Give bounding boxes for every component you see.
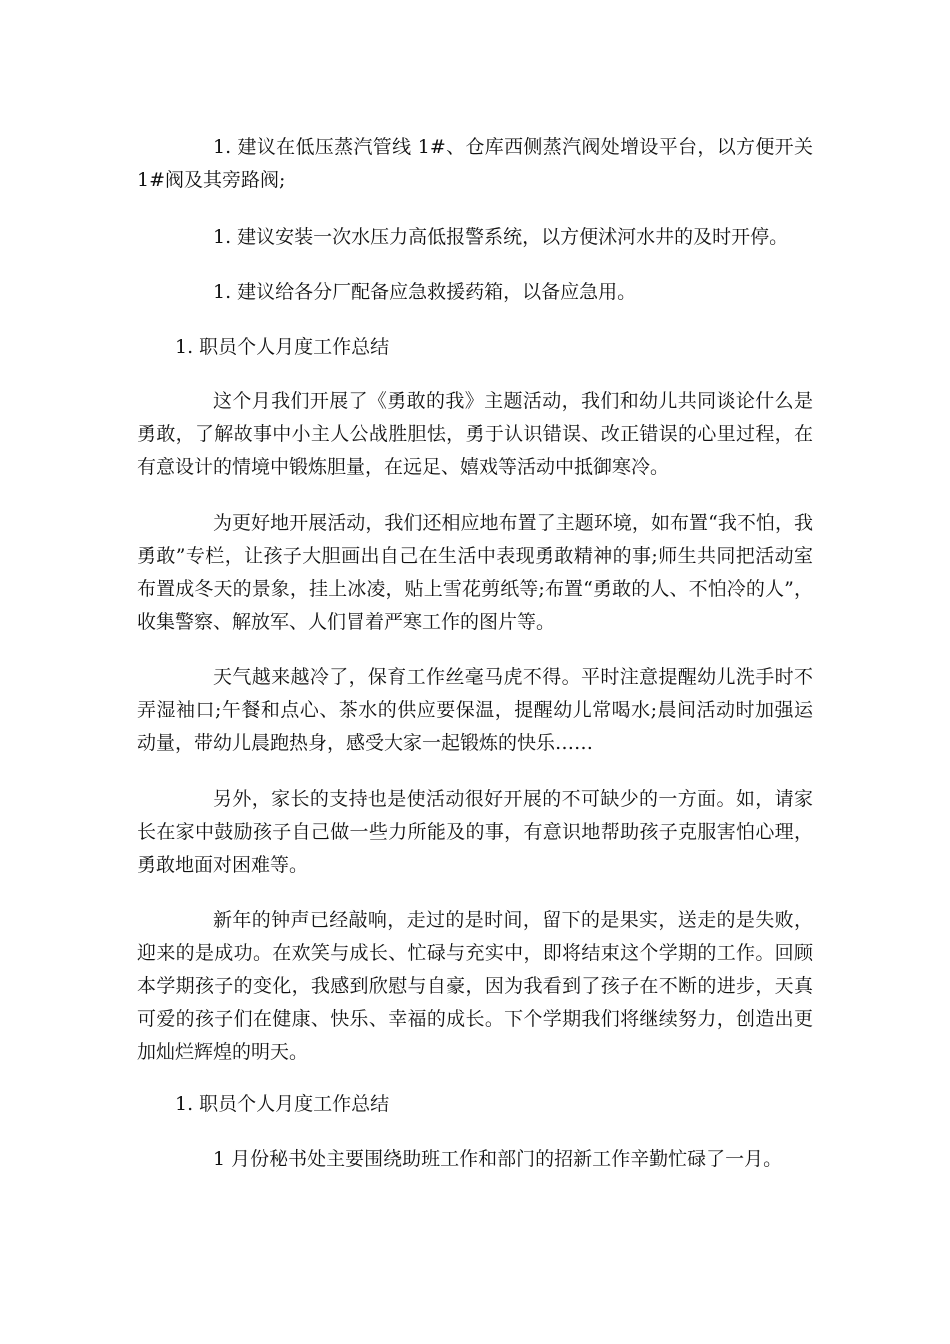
section-heading-2: 1. 职员个人月度工作总结 xyxy=(175,1093,390,1115)
body-paragraph-care: 天气越来越冷了，保育工作丝毫马虎不得。平时注意提醒幼儿洗手时不弄湿袖口;午餐和点心、茶水的供应要保温，提醒幼儿常喝水;晨间活动时加强运动量，带幼儿晨跑热身，感受大家一起锻炼的快乐…… xyxy=(137,666,813,754)
body-paragraph-activity: 这个月我们开展了《勇敢的我》主题活动，我们和幼儿共同谈论什么是勇敢，了解故事中小主人公战胜胆怯，勇于认识错误、改正错误的心里过程，在有意设计的情境中锻炼胆量，在远足、嬉戏等活动中抵御寒冷。 xyxy=(137,390,813,478)
body-paragraph-secretariat: 1 月份秘书处主要围绕助班工作和部门的招新工作辛勤忙碌了一月。 xyxy=(213,1148,783,1170)
suggestion-paragraph-1: 1. 建议在低压蒸汽管线 1#、仓库西侧蒸汽阀处增设平台，以方便开关 1#阀及其旁路阀; xyxy=(137,136,813,191)
section-heading-1: 1. 职员个人月度工作总结 xyxy=(175,336,390,358)
suggestion-paragraph-2: 1. 建议安装一次水压力高低报警系统，以方便沭河水井的及时开停。 xyxy=(213,226,789,248)
body-paragraph-environment: 为更好地开展活动，我们还相应地布置了主题环境，如布置“我不怕，我勇敢”专栏，让孩子大胆画出自己在生活中表现勇敢精神的事;师生共同把活动室布置成冬天的景象，挂上冰凌，贴上雪花剪纸等;布置“勇敢的人、不怕冷的人”，收集警察、解放军、人们冒着严寒工作的图片等。 xyxy=(137,512,813,633)
body-paragraph-parents: 另外，家长的支持也是使活动很好开展的不可缺少的一方面。如，请家长在家中鼓励孩子自己做一些力所能及的事，有意识地帮助孩子克服害怕心理，勇敢地面对困难等。 xyxy=(137,788,813,876)
suggestion-paragraph-3: 1. 建议给各分厂配备应急救援药箱，以备应急用。 xyxy=(213,281,637,303)
body-paragraph-new-year: 新年的钟声已经敲响，走过的是时间，留下的是果实，送走的是失败，迎来的是成功。在欢笑与成长、忙碌与充实中，即将结束这个学期的工作。回顾本学期孩子的变化，我感到欣慰与自豪，因为我看到了孩子在不断的进步，天真可爱的孩子们在健康、快乐、幸福的成长。下个学期我们将继续努力，创造出更加灿烂辉煌的明天。 xyxy=(137,909,813,1063)
